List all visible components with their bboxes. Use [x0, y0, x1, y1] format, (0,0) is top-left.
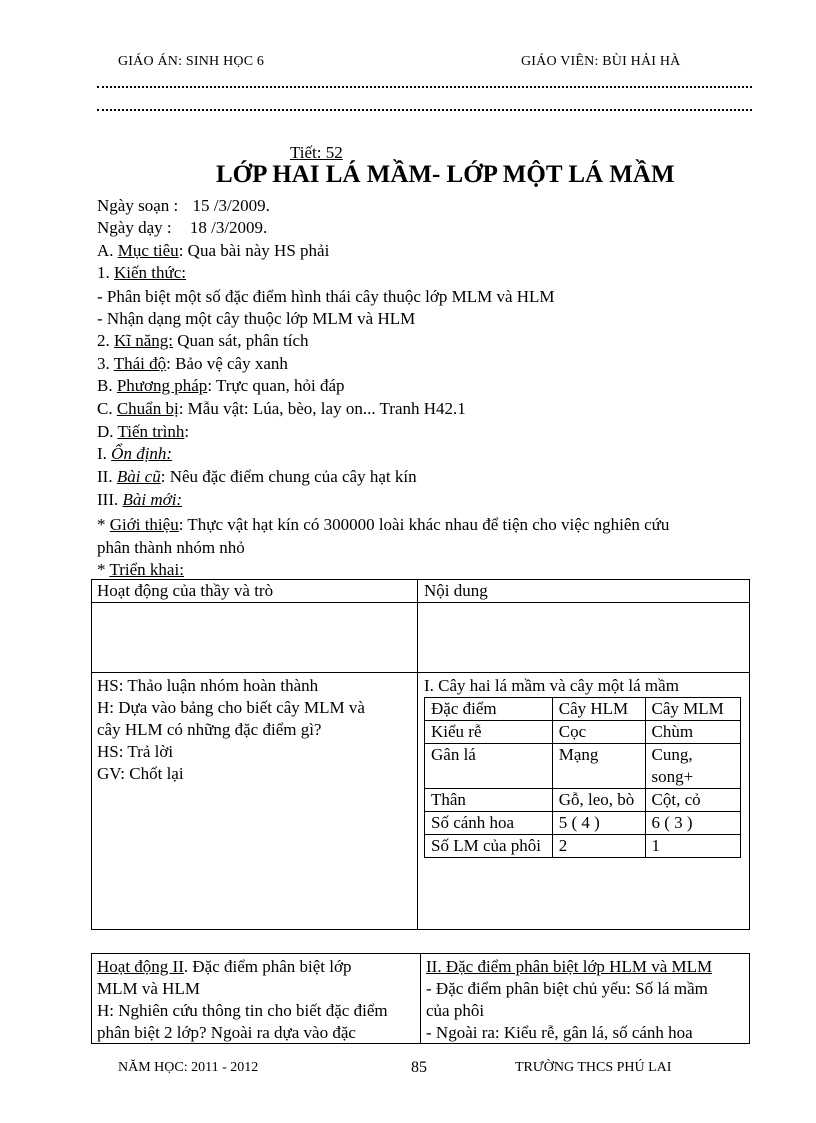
table-cell: Kiểu rễ: [425, 721, 553, 744]
content-2-line-2: của phôi: [426, 1001, 485, 1020]
prep-date-line: [97, 195, 270, 216]
header-subject: GIÁO ÁN: SINH HỌC 6: [118, 54, 265, 69]
teach-date-line: [97, 217, 267, 238]
intro-prefix: *: [97, 515, 110, 534]
col-content-header: Nội dung: [424, 581, 488, 600]
objective-line: [97, 240, 329, 261]
method-label: Phương pháp: [116, 376, 208, 395]
activity-table-divider: [417, 579, 418, 930]
table-row: [425, 721, 741, 744]
table-cell: Gân lá: [425, 744, 553, 789]
objective-label: Mục tiêu: [117, 241, 179, 260]
activity-table-header-rule: [91, 602, 750, 603]
table-cell: Mạng: [552, 744, 645, 789]
header-teacher: GIÁO VIÊN: BÙI HẢI HÀ: [521, 54, 681, 69]
attitude-line: [97, 353, 288, 374]
teach-label: Ngày dạy :: [97, 218, 172, 237]
process-prefix: D.: [97, 422, 118, 441]
deploy-line: [97, 559, 184, 580]
activity-line-2: H: Dựa vào bảng cho biết cây MLM và: [97, 698, 365, 717]
new-lesson-line: [97, 489, 182, 510]
process-label: Tiến trình: [117, 422, 185, 441]
new-lesson-prefix: III.: [97, 490, 123, 509]
old-lesson-text: : Nêu đặc điểm chung của cây hạt kín: [160, 467, 417, 486]
table-row: [425, 698, 741, 721]
skills-prefix: 2.: [97, 331, 114, 350]
page-number: 85: [411, 1059, 427, 1076]
intro-text: : Thực vật hạt kín có 300000 loài khác nhau để tiện cho việc nghiên cứu: [178, 515, 670, 534]
activity-2-line-3: phân biệt 2 lớp? Ngoài ra dựa vào đặc: [97, 1023, 356, 1042]
table-cell: Thân: [425, 789, 553, 812]
activity-table-row-rule: [91, 672, 750, 673]
activity-line-1: HS: Thảo luận nhóm hoàn thành: [97, 676, 319, 695]
skills-text: Quan sát, phân tích: [173, 331, 309, 350]
lesson-period: Tiết: 52: [290, 143, 343, 162]
knowledge-item-2: - Nhận dạng một cây thuộc lớp MLM và HLM: [97, 309, 416, 328]
preparation-line: [97, 398, 466, 419]
knowledge-line: [97, 262, 186, 283]
preparation-text: : Mẫu vật: Lúa, bèo, lay on... Tranh H42.1: [178, 399, 466, 418]
dotted-divider-1: [97, 86, 752, 88]
attitude-prefix: 3.: [97, 354, 114, 373]
activity-2-title-rest: . Đặc điểm phân biệt lớp: [183, 957, 352, 976]
deploy-prefix: *: [97, 560, 110, 579]
table-cell: Số LM của phôi: [425, 835, 553, 858]
lesson-title: LỚP HAI LÁ MẦM- LỚP MỘT LÁ MẦM: [216, 161, 675, 188]
activity-line-4: HS: Trả lời: [97, 742, 174, 761]
method-text: : Trực quan, hỏi đáp: [207, 376, 345, 395]
activity-2-title: [97, 956, 418, 978]
knowledge-prefix: 1.: [97, 263, 114, 282]
stabilize-prefix: I.: [97, 444, 112, 463]
table-cell: Cột, cỏ: [645, 789, 740, 812]
prep-date: 15 /3/2009.: [192, 196, 270, 215]
activity-line-3: cây HLM có những đặc điểm gì?: [97, 720, 322, 739]
process-line: [97, 421, 189, 442]
table-cell: 5 ( 4 ): [552, 812, 645, 835]
table-cell: [645, 744, 740, 789]
method-line: [97, 375, 345, 396]
old-lesson-prefix: II.: [97, 467, 117, 486]
knowledge-label: Kiến thức:: [114, 263, 187, 282]
process-text: :: [184, 422, 190, 441]
table-row: [425, 744, 741, 789]
teach-date: 18 /3/2009.: [189, 218, 268, 237]
new-lesson-label: Bài mới:: [122, 490, 183, 509]
old-lesson-line: [97, 466, 417, 487]
intro-line-2: phân thành nhóm nhỏ: [97, 538, 245, 557]
table-cell: 2: [552, 835, 645, 858]
prep-label: Ngày soạn :: [97, 196, 179, 215]
content-2-title: II. Đặc điểm phân biệt lớp HLM và MLM: [426, 957, 713, 976]
activity-2-line-2: H: Nghiên cứu thông tin cho biết đặc điểm: [97, 1001, 388, 1020]
header-monocot: Cây MLM: [645, 698, 740, 721]
attitude-text: : Bảo vệ cây xanh: [166, 354, 288, 373]
table-cell: Số cánh hoa: [425, 812, 553, 835]
preparation-prefix: C.: [97, 399, 117, 418]
activity-2-line-1: MLM và HLM: [97, 979, 200, 998]
activity-table-2-divider: [420, 953, 421, 1044]
intro-line: [97, 514, 669, 535]
header-dicot: Cây HLM: [552, 698, 645, 721]
col-activities-header: Hoạt động của thầy và trò: [97, 581, 274, 600]
table-cell: Cọc: [552, 721, 645, 744]
table-row: [425, 789, 741, 812]
objective-text: : Qua bài này HS phải: [178, 241, 330, 260]
content-2-line-3: - Ngoài ra: Kiểu rễ, gân lá, số cánh hoa: [426, 1023, 693, 1042]
header-trait: Đặc điểm: [425, 698, 553, 721]
table-cell: Chùm: [645, 721, 740, 744]
table-cell: 6 ( 3 ): [645, 812, 740, 835]
objective-prefix: A.: [97, 241, 118, 260]
table-cell: 1: [645, 835, 740, 858]
dotted-divider-2: [97, 109, 752, 111]
table-cell-line: song+: [651, 767, 694, 786]
method-prefix: B.: [97, 376, 117, 395]
table-row: [425, 812, 741, 835]
deploy-label: Triển khai:: [109, 560, 184, 579]
stabilize-label: Ổn định:: [111, 444, 173, 463]
attitude-label: Thái độ: [113, 354, 167, 373]
knowledge-item-1: - Phân biệt một số đặc điểm hình thái cây thuộc lớp MLM và HLM: [97, 287, 555, 306]
activity-line-5: GV: Chốt lại: [97, 764, 184, 783]
preparation-label: Chuẩn bị: [116, 399, 179, 418]
table-row: [425, 835, 741, 858]
content-section-title: I. Cây hai lá mầm và cây một lá mầm: [424, 676, 679, 695]
skills-label: Kĩ năng:: [114, 331, 174, 350]
footer-school-name: TRƯỜNG THCS PHÚ LAI: [515, 1060, 672, 1075]
content-2-line-1: - Đặc điểm phân biệt chủ yếu: Số lá mầm: [426, 979, 708, 998]
skills-line: [97, 330, 309, 351]
stabilize-line: [97, 443, 172, 464]
footer-school-year: NĂM HỌC: 2011 - 2012: [118, 1060, 259, 1075]
comparison-table: [424, 697, 741, 858]
intro-label: Giới thiệu: [109, 515, 179, 534]
old-lesson-label: Bài cũ: [116, 467, 161, 486]
activity-2-title-label: Hoạt động II: [97, 957, 184, 976]
table-cell: Gỗ, leo, bò: [552, 789, 645, 812]
table-cell-line: Cung,: [651, 745, 693, 764]
